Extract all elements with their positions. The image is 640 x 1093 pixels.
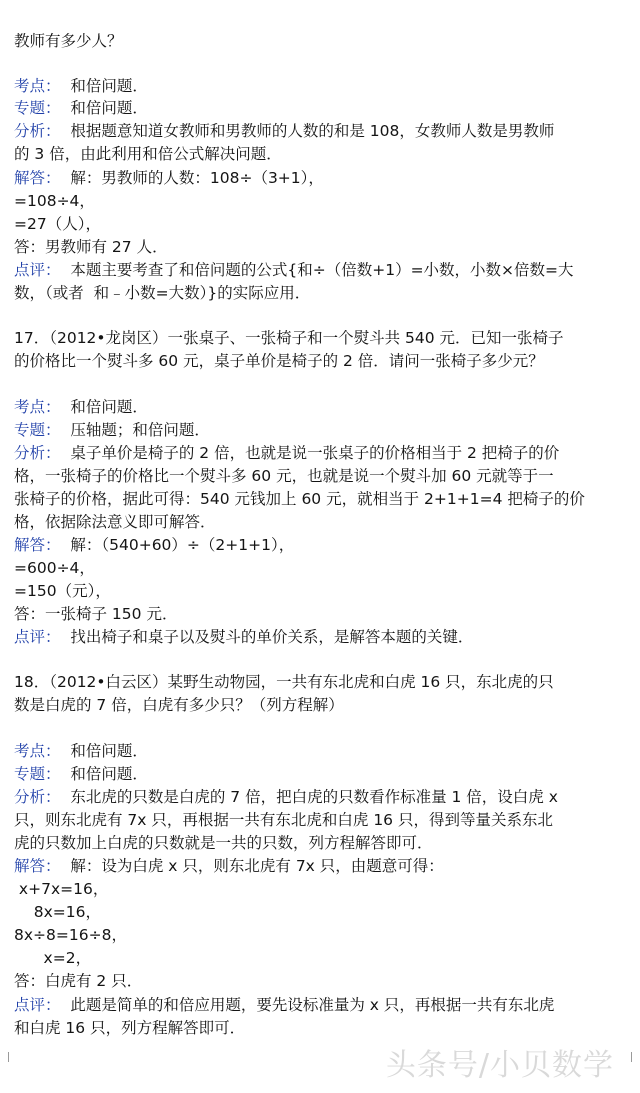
labeled-line — [14, 259, 574, 281]
line-text: 8x÷8=16÷8， — [14, 926, 127, 944]
labeled-line — [14, 120, 554, 142]
watermark: 头条号/小贝数学 — [385, 1048, 614, 1083]
labeled-line — [14, 419, 210, 441]
line-text: 18．（2012•白云区）某野生动物园，一共有东北虎和白虎 16 只，东北虎的只 — [14, 673, 554, 691]
line-text: 答：一张椅子 150 元． — [14, 605, 178, 623]
line-text: 此题是简单的和倍应用题，要先设标准量为 x 只，再根据一共有东北虎 — [60, 996, 555, 1014]
line-text: =150（元）， — [14, 582, 111, 600]
section-label: 专题： — [14, 765, 61, 783]
section-label: 点评： — [14, 261, 61, 279]
section-label: 考点： — [14, 398, 61, 416]
labeled-line — [14, 786, 558, 808]
section-label: 点评： — [14, 996, 61, 1014]
labeled-line — [14, 626, 473, 648]
line-text: =108÷4， — [14, 192, 95, 210]
section-label: 解答： — [14, 169, 61, 187]
section-label: 考点： — [14, 742, 61, 760]
section-label: 分析： — [14, 444, 61, 462]
text-line — [14, 327, 564, 349]
text-line — [14, 671, 554, 693]
line-text: 数，（或者 和﹣小数=大数）}的实际应用． — [14, 284, 311, 302]
line-text: 根据题意知道女教师和男教师的人数的和是 108，女教师人数是男教师 — [60, 122, 555, 140]
line-text: 8x=16， — [14, 903, 101, 921]
text-line — [14, 350, 544, 372]
line-text: 和倍问题． — [60, 765, 148, 783]
line-text: 解：男教师的人数：108÷（3+1）， — [60, 169, 324, 187]
text-line — [14, 970, 142, 992]
text-line — [14, 924, 127, 946]
section-label: 解答： — [14, 857, 61, 875]
text-line — [14, 511, 216, 533]
text-line — [14, 488, 585, 510]
labeled-line — [14, 994, 554, 1016]
line-text: 答：男教师有 27 人． — [14, 238, 168, 256]
text-line — [14, 1017, 245, 1039]
line-text: 压轴题；和倍问题． — [60, 421, 210, 439]
line-text: 和倍问题． — [60, 99, 148, 117]
line-text: 虎的只数加上白虎的只数就是一共的只数，列方程解答即可． — [14, 834, 433, 852]
crop-mark-bottom-right — [621, 1052, 632, 1062]
text-line — [14, 30, 123, 52]
text-line — [14, 832, 433, 854]
labeled-line — [14, 396, 148, 418]
line-text: 教师有多少人？ — [14, 32, 123, 50]
line-text: =600÷4， — [14, 559, 95, 577]
section-label: 分析： — [14, 788, 61, 806]
line-text: 答：白虎有 2 只． — [14, 972, 143, 990]
line-text: 17．（2012•龙岗区）一张桌子、一张椅子和一个熨斗共 540 元．已知一张椅子 — [14, 329, 564, 347]
line-text: 张椅子的价格，据此可得：540 元钱加上 60 元，就相当于 2+1+1=4 把椅子的价 — [14, 490, 585, 508]
text-line — [14, 236, 168, 258]
labeled-line — [14, 534, 294, 556]
line-text: 格，一张椅子的价格比一个熨斗多 60 元，也就是说一个熨斗加 60 元就等于一 — [14, 467, 554, 485]
text-line — [14, 878, 108, 900]
text-line — [14, 465, 554, 487]
section-label: 分析： — [14, 122, 61, 140]
section-label: 考点： — [14, 77, 61, 95]
line-text: 只，则东北虎有 7x 只，再根据一共有东北虎和白虎 16 只，得到等量关系东北 — [14, 811, 553, 829]
line-text: 格，依据除法意义即可解答． — [14, 513, 216, 531]
text-line — [14, 901, 101, 923]
text-line — [14, 580, 111, 602]
line-text: 数是白虎的 7 倍，白虎有多少只？（列方程解） — [14, 696, 344, 714]
line-text: 和白虎 16 只，列方程解答即可． — [14, 1019, 246, 1037]
labeled-line — [14, 167, 324, 189]
text-line — [14, 143, 282, 165]
line-text: 找出椅子和桌子以及熨斗的单价关系，是解答本题的关键． — [60, 628, 474, 646]
section-label: 专题： — [14, 421, 61, 439]
text-line — [14, 603, 177, 625]
text-line — [14, 213, 101, 235]
line-text: 和倍问题． — [60, 398, 148, 416]
line-text: x+7x=16， — [14, 880, 109, 898]
section-label: 解答： — [14, 536, 61, 554]
section-label: 专题： — [14, 99, 61, 117]
text-line — [14, 557, 95, 579]
text-line — [14, 282, 310, 304]
text-line — [14, 190, 95, 212]
labeled-line — [14, 75, 148, 97]
labeled-line — [14, 97, 148, 119]
labeled-line — [14, 740, 148, 762]
line-text: 本题主要考查了和倍问题的公式{和÷（倍数+1）=小数，小数×倍数=大 — [60, 261, 574, 279]
line-text: 东北虎的只数是白虎的 7 倍，把白虎的只数看作标准量 1 倍，设白虎 x — [60, 788, 558, 806]
labeled-line — [14, 442, 559, 464]
labeled-line — [14, 855, 444, 877]
text-line — [14, 947, 91, 969]
labeled-line — [14, 763, 148, 785]
section-label: 点评： — [14, 628, 61, 646]
line-text: 的价格比一个熨斗多 60 元，桌子单价是椅子的 2 倍．请问一张椅子多少元？ — [14, 352, 544, 370]
line-text: 的 3 倍，由此利用和倍公式解决问题． — [14, 145, 282, 163]
line-text: 解：（540+60）÷（2+1+1）， — [60, 536, 295, 554]
crop-mark-bottom-left — [8, 1052, 19, 1062]
line-text: =27（人）， — [14, 215, 101, 233]
line-text: 桌子单价是椅子的 2 倍，也就是说一张桌子的价格相当于 2 把椅子的价 — [60, 444, 560, 462]
text-line — [14, 809, 553, 831]
line-text: 和倍问题． — [60, 742, 148, 760]
line-text: x=2， — [14, 949, 92, 967]
text-line — [14, 694, 344, 716]
line-text: 解：设为白虎 x 只，则东北虎有 7x 只，由题意可得： — [60, 857, 444, 875]
line-text: 和倍问题． — [60, 77, 148, 95]
